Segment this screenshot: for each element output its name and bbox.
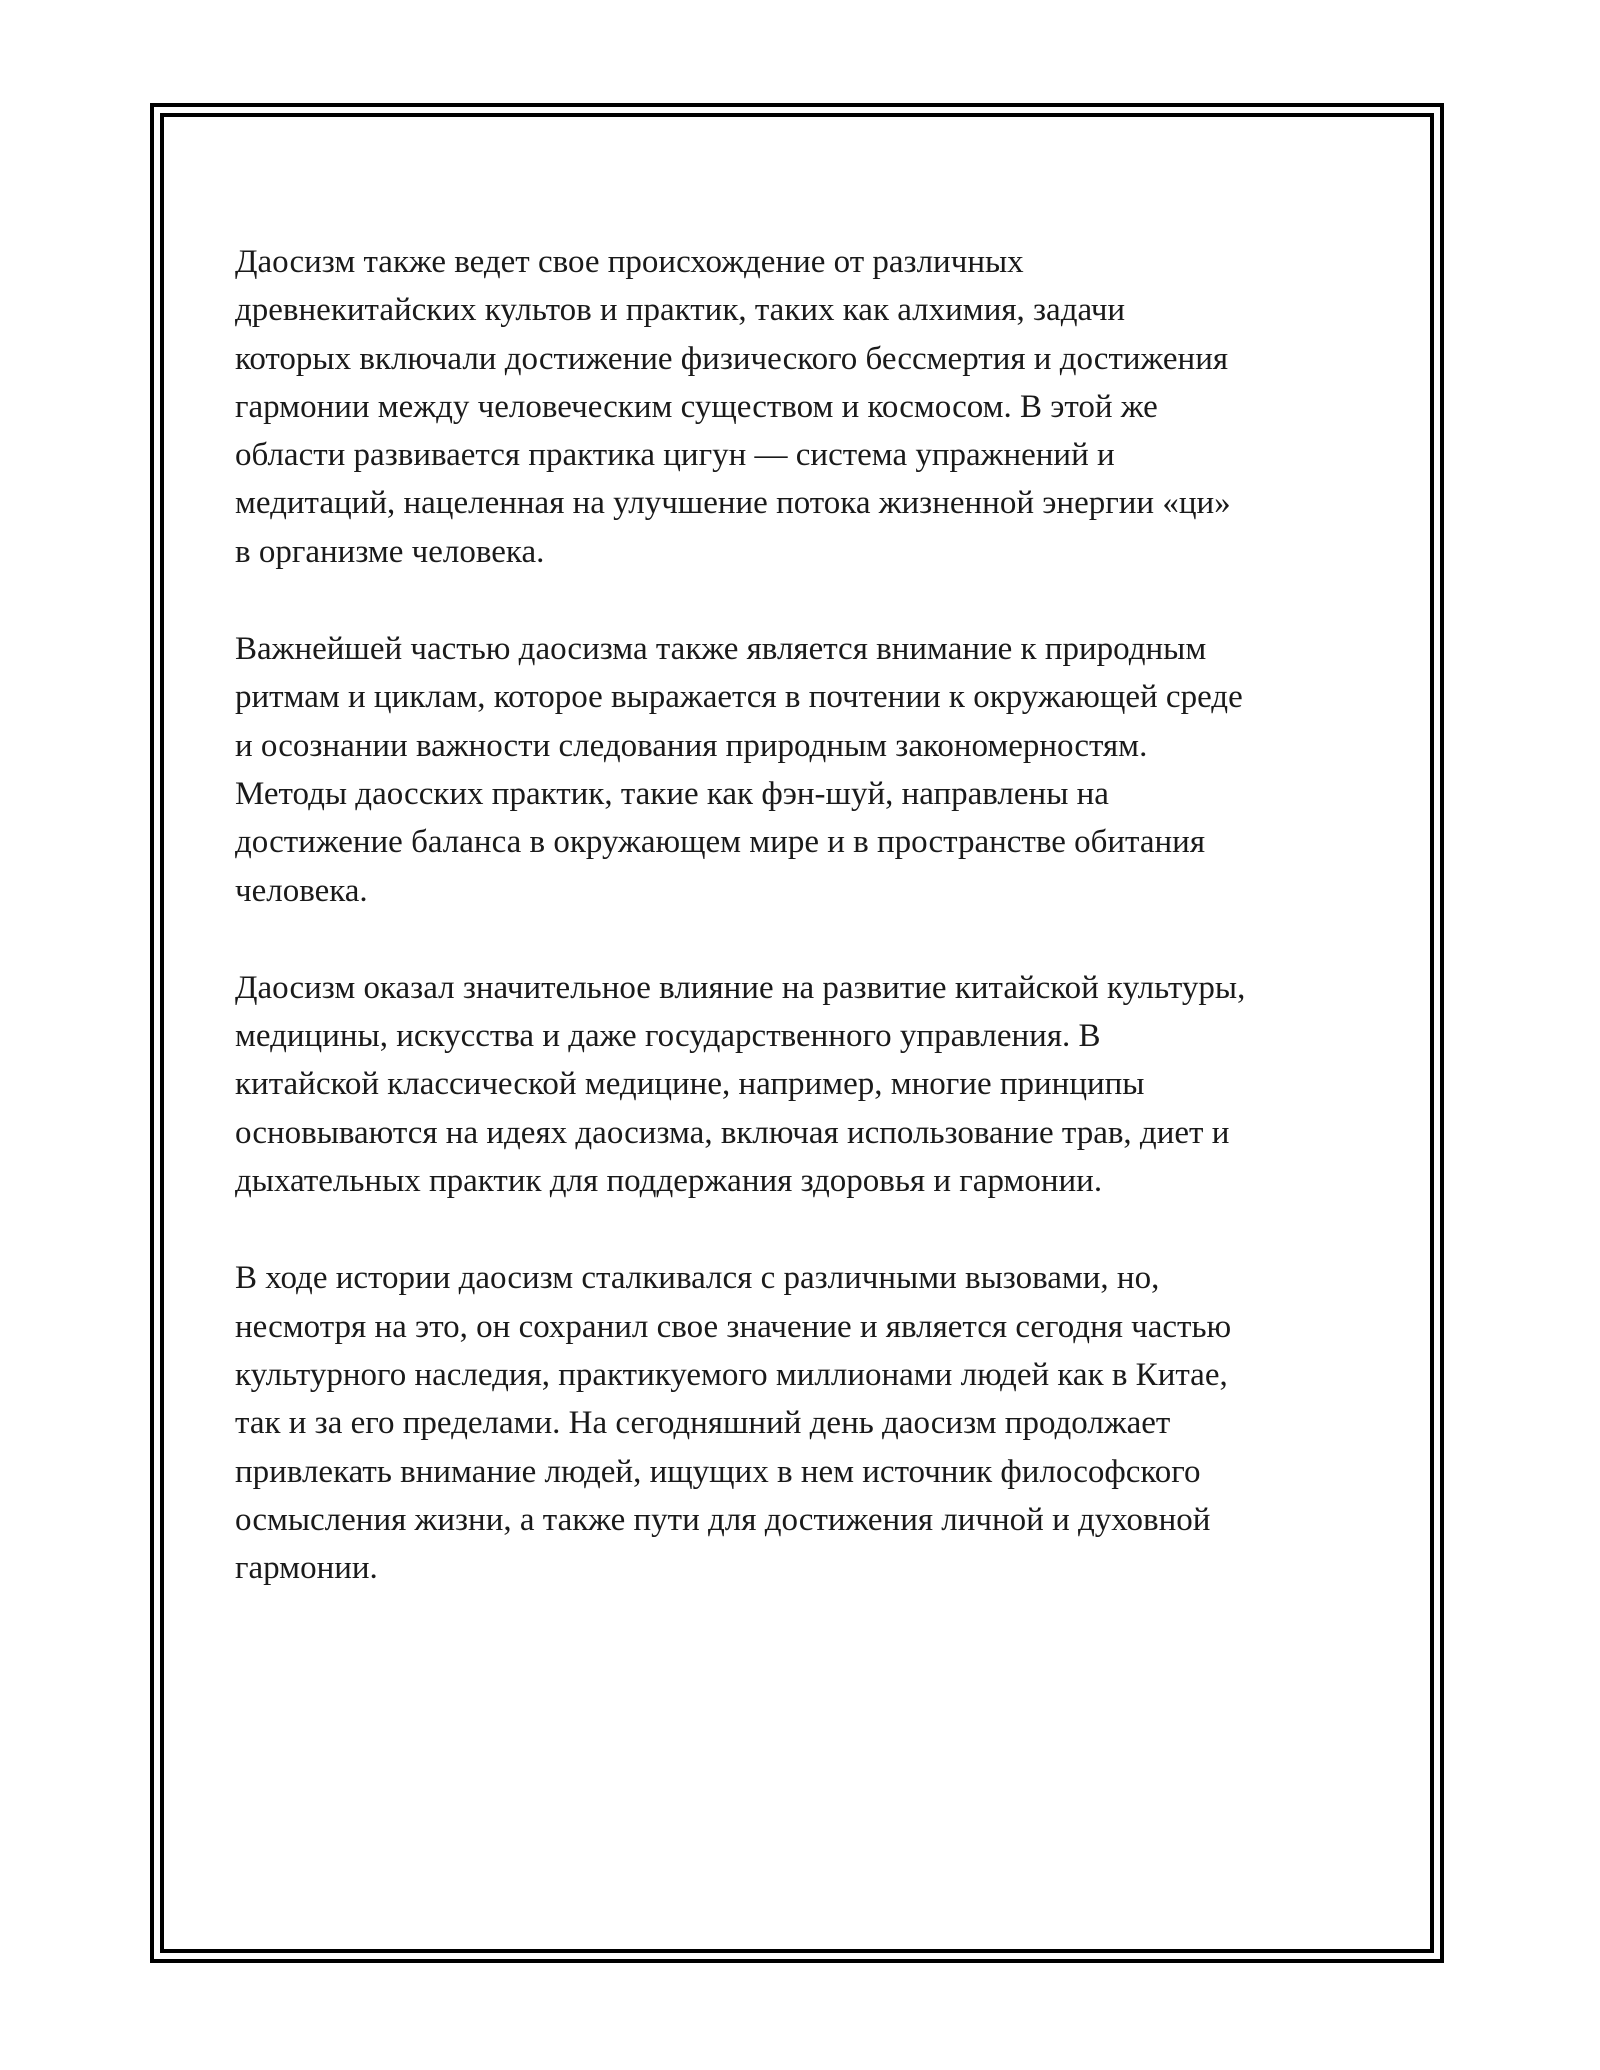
- paragraph-line: области развивается практика цигун — система упражнений и: [235, 437, 1115, 474]
- paragraph-line: Важнейшей частью даосизма также является внимание к природным: [235, 631, 1207, 668]
- paragraph-4: [235, 1254, 1365, 1592]
- paragraph-line: осмысления жизни, а также пути для достижения личной и духовной: [235, 1501, 1211, 1538]
- paragraph-line: древнекитайских культов и практик, таких как алхимия, задачи: [235, 292, 1126, 329]
- paragraph-line: основываются на идеях даосизма, включая использование трав, диет и: [235, 1114, 1230, 1151]
- paragraph-1: [235, 238, 1365, 576]
- paragraph-line: в организме человека.: [235, 533, 545, 570]
- paragraph-line: достижение баланса в окружающем мире и в пространстве обитания: [235, 824, 1206, 861]
- paragraph-line: несмотря на это, он сохранил свое значение и является сегодня частью: [235, 1308, 1232, 1345]
- paragraph-line: В ходе истории даосизм сталкивался с различными вызовами, но,: [235, 1260, 1160, 1297]
- paragraph-line: культурного наследия, практикуемого миллионами людей как в Китае,: [235, 1356, 1228, 1393]
- paragraph-line: Даосизм также ведет свое происхождение от различных: [235, 244, 1024, 280]
- paragraph-line: привлекать внимание людей, ищущих в нем источник философского: [235, 1453, 1201, 1490]
- paragraph-line: Даосизм оказал значительное влияние на развитие китайской культуры,: [235, 969, 1246, 1006]
- paragraph-line: гармонии между человеческим существом и космосом. В этой же: [235, 388, 1158, 425]
- paragraph-line: которых включали достижение физического бессмертия и достижения: [235, 340, 1229, 377]
- paragraph-line: человека.: [235, 872, 368, 909]
- paragraph-line: медитаций, нацеленная на улучшение потока жизненной энергии «ци»: [235, 485, 1231, 522]
- document-body: [235, 238, 1365, 1641]
- paragraph-3: [235, 964, 1365, 1205]
- paragraph-2: [235, 625, 1365, 915]
- paragraph-line: Методы даосских практик, такие как фэн-шуй, направлены на: [235, 775, 1109, 812]
- paragraph-line: гармонии.: [235, 1550, 378, 1587]
- paragraph-line: ритмам и циклам, которое выражается в почтении к окружающей среде: [235, 679, 1243, 716]
- paragraph-line: китайской классической медицине, например, многие принципы: [235, 1066, 1145, 1103]
- paragraph-line: медицины, искусства и даже государственного управления. В: [235, 1018, 1101, 1055]
- paragraph-line: дыхательных практик для поддержания здоровья и гармонии.: [235, 1163, 1103, 1200]
- paragraph-line: и осознании важности следования природным закономерностям.: [235, 727, 1148, 764]
- paragraph-line: так и за его пределами. На сегодняшний день даосизм продолжает: [235, 1405, 1171, 1442]
